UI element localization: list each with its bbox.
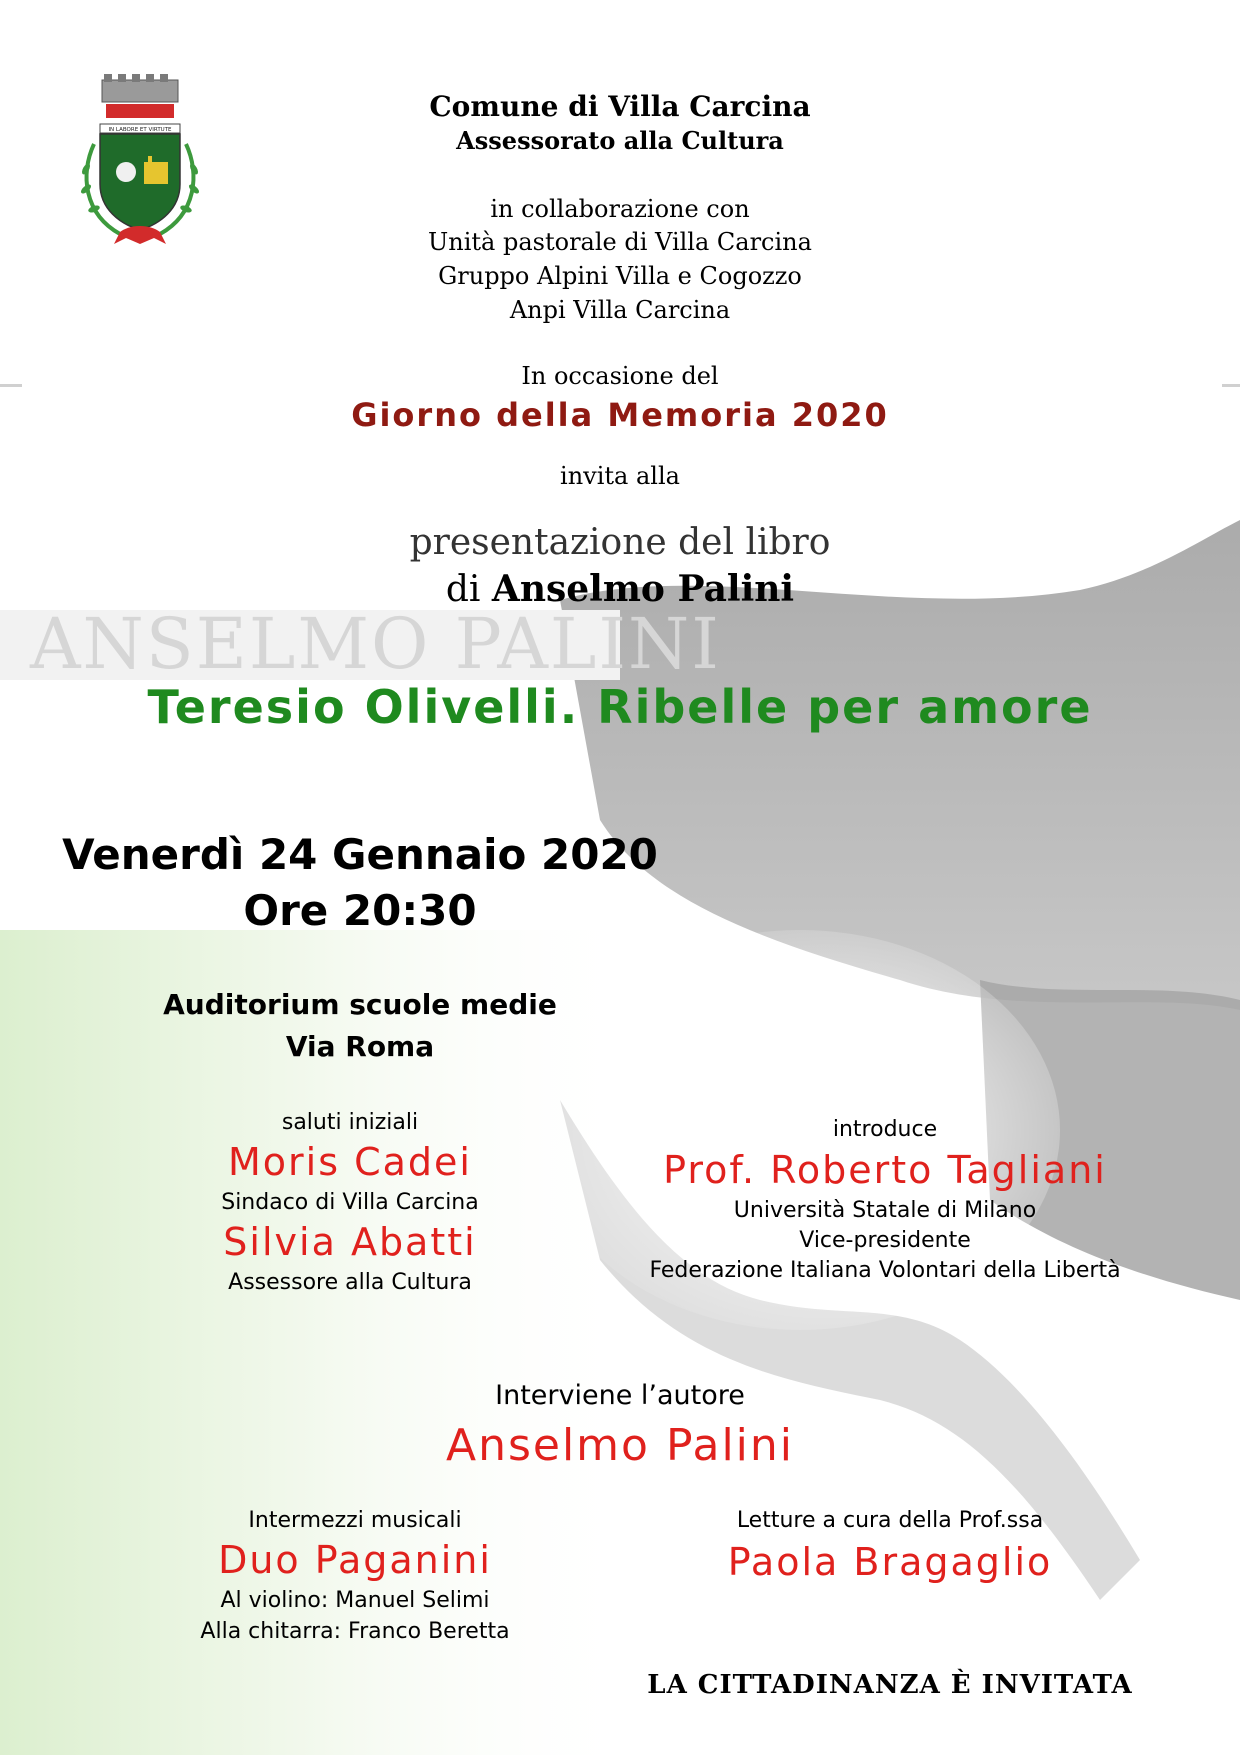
music-label: Intermezzi musicali [248, 1508, 462, 1533]
partner-item: Gruppo Alpini Villa e Cogozzo [438, 262, 802, 290]
music-ensemble-name: Duo Paganini [218, 1538, 492, 1582]
book-author-name: Anselmo Palini [491, 568, 795, 610]
invite-text: invita alla [560, 462, 680, 490]
book-presentation-label: presentazione del libro [409, 522, 831, 563]
author-prefix: di [445, 569, 481, 610]
department-name: Assessorato alla Cultura [456, 126, 784, 155]
partner-item: Unità pastorale di Villa Carcina [428, 228, 812, 256]
author-talk-label: Interviene l’autore [495, 1380, 745, 1411]
book-title: Teresio Olivelli. Ribelle per amore [147, 680, 1093, 734]
event-date: Venerdì 24 Gennaio 2020 [62, 830, 658, 879]
music-violinist: Al violino: Manuel Selimi [220, 1588, 490, 1613]
greeting-person-name: Silvia Abatti [223, 1220, 477, 1264]
greeting-person-role: Sindaco di Villa Carcina [221, 1190, 479, 1215]
municipal-coat-of-arms [70, 74, 210, 246]
event-time: Ore 20:30 [243, 886, 477, 935]
background-watermark: ANSELMO PALINI [30, 603, 721, 685]
greetings-label: saluti iniziali [281, 1110, 419, 1135]
venue-name: Auditorium scuole medie [163, 988, 557, 1021]
introduction-label: introduce [832, 1117, 938, 1142]
partner-item: Anpi Villa Carcina [509, 296, 731, 324]
introducer-name: Prof. Roberto Tagliani [663, 1148, 1107, 1192]
greeting-person-name: Moris Cadei [228, 1140, 472, 1184]
closing-invitation: LA CITTADINANZA È INVITATA [647, 1670, 1133, 1700]
collaboration-intro: in collaborazione con [490, 195, 750, 223]
occasion-intro: In occasione del [521, 362, 719, 390]
introducer-affiliation: Federazione Italiana Volontari della Libertà [649, 1258, 1121, 1283]
memory-day-title: Giorno della Memoria 2020 [351, 396, 889, 434]
venue-street: Via Roma [285, 1030, 435, 1063]
introducer-affiliation: Vice-presidente [799, 1228, 971, 1253]
readings-label: Letture a cura della Prof.ssa [736, 1508, 1044, 1533]
emblem-motto: IN LABORE ET VIRTUTE [108, 127, 172, 133]
greeting-person-role: Assessore alla Cultura [228, 1270, 472, 1295]
reader-name: Paola Bragaglio [727, 1540, 1053, 1584]
introducer-affiliation: Università Statale di Milano [733, 1198, 1037, 1223]
organization-name: Comune di Villa Carcina [429, 90, 811, 123]
author-talk-name: Anselmo Palini [445, 1420, 795, 1471]
music-guitarist: Alla chitarra: Franco Beretta [200, 1619, 510, 1644]
book-author-line [300, 568, 940, 610]
